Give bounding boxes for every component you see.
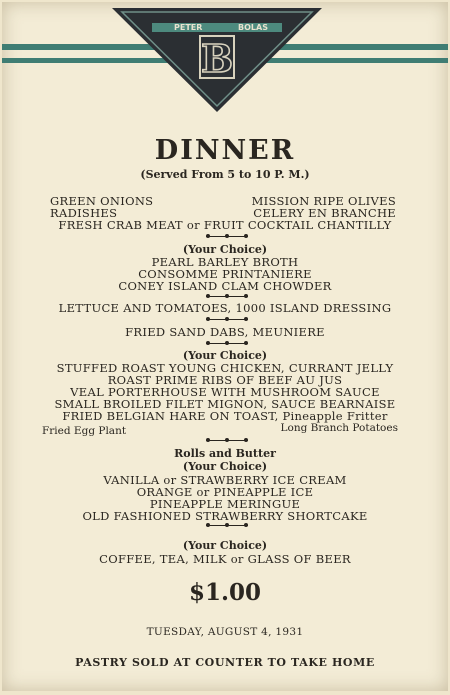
dessert-item: VANILLA or STRAWBERRY ICE CREAM: [103, 473, 347, 487]
logo-emblem: [112, 8, 322, 112]
logo-text-peter: PETER: [174, 23, 203, 32]
divider-ornament: [206, 234, 248, 239]
soup-item: CONEY ISLAND CLAM CHOWDER: [118, 279, 332, 293]
entree-item: SMALL BROILED FILET MIGNON, SAUCE BEARNAISE: [54, 397, 396, 411]
pastry-notice: PASTRY SOLD AT COUNTER TO TAKE HOME: [75, 656, 375, 669]
starter-olives: MISSION RIPE OLIVES: [251, 194, 396, 208]
menu-title: DINNER: [154, 135, 296, 166]
starter-green-onions: GREEN ONIONS: [50, 194, 154, 208]
soup-choice-label: (Your Choice): [182, 243, 268, 256]
divider-ornament: [206, 317, 248, 322]
divider-ornament: [206, 438, 248, 443]
divider-ornament: [206, 523, 248, 528]
entree-item: VEAL PORTERHOUSE WITH MUSHROOM SAUCE: [70, 385, 380, 399]
serving-hours: (Served From 5 to 10 P. M.): [140, 168, 310, 181]
entree-item: STUFFED ROAST YOUNG CHICKEN, CURRANT JELLY: [56, 361, 394, 375]
menu-date: TUESDAY, AUGUST 4, 1931: [146, 626, 304, 638]
logo-monogram: B: [200, 36, 234, 81]
dessert-item: OLD FASHIONED STRAWBERRY SHORTCAKE: [82, 509, 368, 523]
starter-cocktail: FRESH CRAB MEAT or FRUIT COCKTAIL CHANTILLY: [58, 218, 392, 232]
rolls-and-butter: Rolls and Butter: [174, 447, 276, 460]
fish-item: FRIED SAND DABS, MEUNIERE: [125, 325, 325, 339]
salad-item: LETTUCE AND TOMATOES, 1000 ISLAND DRESSING: [58, 301, 392, 315]
side-potatoes: Long Branch Potatoes: [280, 422, 398, 434]
dessert-item: ORANGE or PINEAPPLE ICE: [136, 485, 314, 499]
dessert-choice-label: (Your Choice): [182, 460, 268, 473]
beverage-choice-label: (Your Choice): [182, 539, 268, 552]
starter-celery: CELERY EN BRANCHE: [253, 206, 396, 220]
side-egg-plant: Fried Egg Plant: [42, 425, 127, 437]
starter-radishes: RADISHES: [50, 206, 118, 220]
logo-text-bolas: BOLAS: [238, 23, 268, 32]
divider-ornament: [206, 294, 248, 299]
entree-choice-label: (Your Choice): [182, 349, 268, 362]
soup-item: PEARL BARLEY BROTH: [151, 255, 299, 269]
menu-price: $1.00: [188, 579, 262, 606]
beverage-item: COFFEE, TEA, MILK or GLASS OF BEER: [99, 552, 351, 566]
dessert-item: PINEAPPLE MERINGUE: [149, 497, 301, 511]
soup-item: CONSOMME PRINTANIERE: [138, 267, 312, 281]
entree-item: ROAST PRIME RIBS OF BEEF AU JUS: [107, 373, 343, 387]
divider-ornament: [206, 341, 248, 346]
menu-card: [2, 2, 448, 691]
entree-item: FRIED BELGIAN HARE ON TOAST, Pineapple Fritter: [62, 409, 388, 423]
